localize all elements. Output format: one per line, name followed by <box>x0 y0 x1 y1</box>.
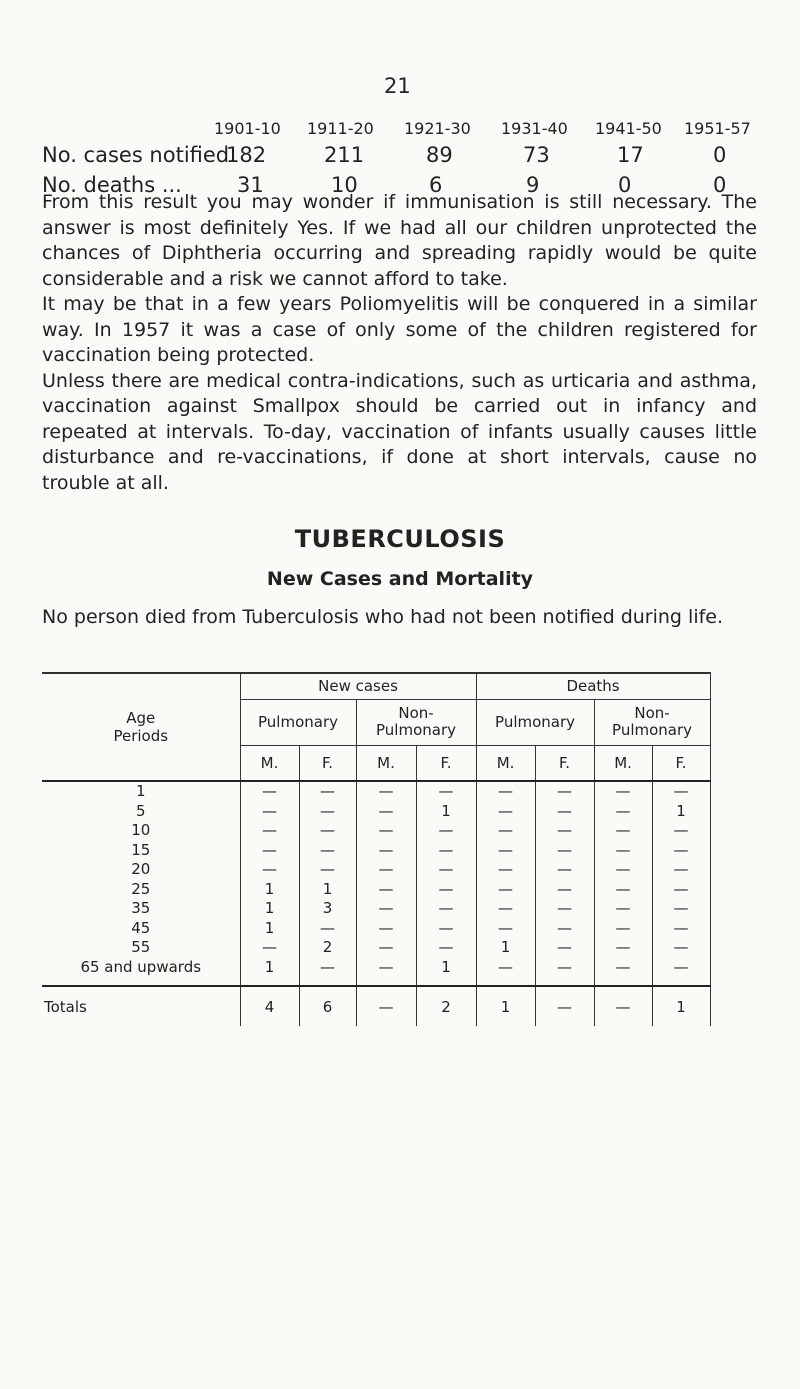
table-cell: — <box>356 781 416 802</box>
pulmonary-header: Pulmonary <box>240 699 356 745</box>
stats-value: 10 <box>331 173 358 197</box>
table-cell: — <box>476 919 535 939</box>
table-cell: — <box>535 841 594 861</box>
body-text <box>42 190 757 496</box>
age-period-cell: 55 <box>131 938 151 956</box>
table-row <box>42 821 710 841</box>
table-cell: — <box>535 860 594 880</box>
table-cell: — <box>416 938 476 958</box>
table-body <box>42 781 710 986</box>
table-cell: — <box>356 860 416 880</box>
table-cell: — <box>356 938 416 958</box>
table-cell: — <box>299 802 356 822</box>
table-cell: — <box>535 802 594 822</box>
age-period-cell: 5 <box>135 801 146 820</box>
table-cell: — <box>299 841 356 861</box>
section-text-block <box>42 605 757 631</box>
age-period-cell: 45 <box>131 918 151 937</box>
col-f: F. <box>652 745 710 781</box>
table-cell: — <box>356 919 416 939</box>
stats-value: 31 <box>237 173 264 197</box>
table-cell: — <box>299 781 356 802</box>
table-cell: — <box>240 821 299 841</box>
section-text: No person died from Tuberculosis who had not been notified during life. <box>42 606 724 628</box>
table-cell: 1 <box>416 802 476 822</box>
table-cell: — <box>416 880 476 900</box>
table-cell: 1 <box>240 919 299 939</box>
age-period-cell: 25 <box>131 879 151 898</box>
total-cell: 1 <box>476 986 535 1026</box>
table-row <box>42 802 710 822</box>
stats-value: 89 <box>426 143 453 167</box>
stats-header-row <box>42 119 762 143</box>
non-pulmonary-line: Pulmonary <box>376 721 457 739</box>
table-cell: — <box>476 781 535 802</box>
table-cell: 3 <box>299 899 356 919</box>
total-cell: — <box>594 986 652 1026</box>
table-cell: — <box>594 938 652 958</box>
stats-value: 211 <box>324 143 365 167</box>
table-cell: — <box>476 899 535 919</box>
table-cell: — <box>652 841 710 861</box>
table-cell: — <box>476 821 535 841</box>
age-period-cell: 10 <box>131 821 151 839</box>
stats-row-label: No. cases notified <box>42 143 230 167</box>
table-cell: — <box>299 860 356 880</box>
table-cell: — <box>356 880 416 900</box>
total-cell: 6 <box>299 986 356 1026</box>
table-row <box>42 880 710 900</box>
table-cell: — <box>652 899 710 919</box>
table-cell: — <box>594 821 652 841</box>
table-cell: — <box>594 802 652 822</box>
pulmonary-header: Pulmonary <box>476 699 594 745</box>
table-cell: — <box>476 958 535 987</box>
section-subtitle: New Cases and Mortality <box>266 568 534 590</box>
col-f: F. <box>535 745 594 781</box>
stats-period: 1941-50 <box>595 119 662 138</box>
table-cell: — <box>594 919 652 939</box>
age-period-cell: 20 <box>131 860 151 878</box>
age-header-line: Periods <box>113 727 169 745</box>
table-cell: — <box>240 802 299 822</box>
table-cell: — <box>356 899 416 919</box>
table-cell: — <box>416 860 476 880</box>
stats-period: 1951-57 <box>684 119 751 138</box>
table-cell: — <box>535 919 594 939</box>
stats-value: 0 <box>618 173 632 197</box>
table-cell: — <box>594 860 652 880</box>
non-pulmonary-line: Non- <box>634 704 670 722</box>
totals-label: Totals <box>42 986 240 1026</box>
table-cell: — <box>240 781 299 802</box>
table-cell: — <box>652 821 710 841</box>
tuberculosis-table <box>42 672 711 1026</box>
table-cell: — <box>652 958 710 987</box>
table-row <box>42 919 710 939</box>
table-cell: — <box>535 821 594 841</box>
table-cell: 1 <box>240 880 299 900</box>
stats-row-label: No. deaths ... <box>42 173 182 197</box>
non-pulmonary-header <box>356 699 476 745</box>
table-cell: 1 <box>476 938 535 958</box>
stats-value: 9 <box>526 173 540 197</box>
age-period-cell: 15 <box>131 840 151 859</box>
table-cell: 1 <box>299 880 356 900</box>
age-period-cell: 35 <box>131 899 151 917</box>
total-cell: — <box>356 986 416 1026</box>
table-cell: — <box>535 958 594 987</box>
table-cell: — <box>535 938 594 958</box>
stats-period: 1911-20 <box>307 119 374 138</box>
table-cell: — <box>594 841 652 861</box>
table-cell: — <box>594 781 652 802</box>
section-title: TUBERCULOSIS <box>294 525 506 553</box>
table-cell: — <box>356 802 416 822</box>
table-cell: — <box>476 880 535 900</box>
deaths-header: Deaths <box>476 673 710 699</box>
table-cell: — <box>356 841 416 861</box>
stats-value: 6 <box>429 173 443 197</box>
stats-row-cases <box>42 143 762 173</box>
paragraph: It may be that in a few years Poliomyelitis will be conquered in a similar way. In 1957 it was a case of only some of the children registered for vaccination being protected. <box>42 293 757 366</box>
table-cell: 1 <box>416 958 476 987</box>
table-cell: — <box>240 841 299 861</box>
stats-value: 0 <box>713 173 727 197</box>
col-m: M. <box>240 745 299 781</box>
non-pulmonary-line: Pulmonary <box>612 721 693 739</box>
table-cell: — <box>476 802 535 822</box>
table-cell: — <box>594 880 652 900</box>
table-row <box>42 958 710 987</box>
table-cell: — <box>594 899 652 919</box>
table-cell: 1 <box>240 899 299 919</box>
col-m: M. <box>476 745 535 781</box>
age-period-cell: 65 and upwards <box>80 957 202 976</box>
table-cell: — <box>535 899 594 919</box>
total-cell: 2 <box>416 986 476 1026</box>
non-pulmonary-line: Non- <box>398 704 434 722</box>
page-number: 21 <box>384 74 411 98</box>
table-cell: — <box>299 958 356 987</box>
table-cell: — <box>299 919 356 939</box>
col-f: F. <box>299 745 356 781</box>
stats-value: 73 <box>523 143 550 167</box>
table-cell: — <box>416 821 476 841</box>
total-cell: 4 <box>240 986 299 1026</box>
table-cell: — <box>652 919 710 939</box>
table-cell: — <box>652 938 710 958</box>
table-cell: — <box>476 860 535 880</box>
table-cell: — <box>652 880 710 900</box>
table-cell: 2 <box>299 938 356 958</box>
table-cell: 1 <box>240 958 299 987</box>
age-period-cell: 1 <box>42 781 240 802</box>
table-cell: — <box>652 860 710 880</box>
paragraph: From this result you may wonder if immunisation is still necessary. The answer is most definitely Yes. If we had all our children unprotected the chances of Diphtheria occurring and spreading rapidly would be quite considerable and a risk we cannot afford to take. <box>42 191 757 290</box>
table-cell: — <box>416 919 476 939</box>
col-m: M. <box>356 745 416 781</box>
stats-value: 17 <box>617 143 644 167</box>
table-cell: — <box>535 880 594 900</box>
table-row <box>42 860 710 880</box>
age-header <box>42 673 240 781</box>
table-cell: — <box>356 958 416 987</box>
table-row <box>42 841 710 861</box>
stats-value: 182 <box>226 143 267 167</box>
table-cell: — <box>416 781 476 802</box>
stats-period: 1921-30 <box>404 119 471 138</box>
paragraph: Unless there are medical contra-indications, such as urticaria and asthma, vaccination against Smallpox should be carried out in infancy and repeated at intervals. To-day, vaccination of infants usually causes little disturbance and re-vaccinations, if done at short intervals, cause no trouble at all. <box>42 369 757 494</box>
col-f: F. <box>416 745 476 781</box>
table-cell: — <box>476 841 535 861</box>
stats-value: 0 <box>713 143 727 167</box>
table-cell: 1 <box>652 802 710 822</box>
stats-period: 1931-40 <box>501 119 568 138</box>
table-cell: — <box>535 781 594 802</box>
age-header-line: Age <box>126 709 156 727</box>
stats-period: 1901-10 <box>214 119 281 138</box>
table-cell: — <box>594 958 652 987</box>
table-cell: — <box>299 821 356 841</box>
col-m: M. <box>594 745 652 781</box>
table-row <box>42 938 710 958</box>
totals-row <box>42 986 710 1026</box>
new-cases-header: New cases <box>240 673 476 699</box>
table-cell: — <box>240 860 299 880</box>
table-row <box>42 781 710 802</box>
total-cell: — <box>535 986 594 1026</box>
non-pulmonary-header <box>594 699 710 745</box>
table-cell: — <box>416 899 476 919</box>
table-row <box>42 899 710 919</box>
table-cell: — <box>356 821 416 841</box>
table-cell: — <box>652 781 710 802</box>
table-cell: — <box>240 938 299 958</box>
total-cell: 1 <box>652 986 710 1026</box>
table-cell: — <box>416 841 476 861</box>
